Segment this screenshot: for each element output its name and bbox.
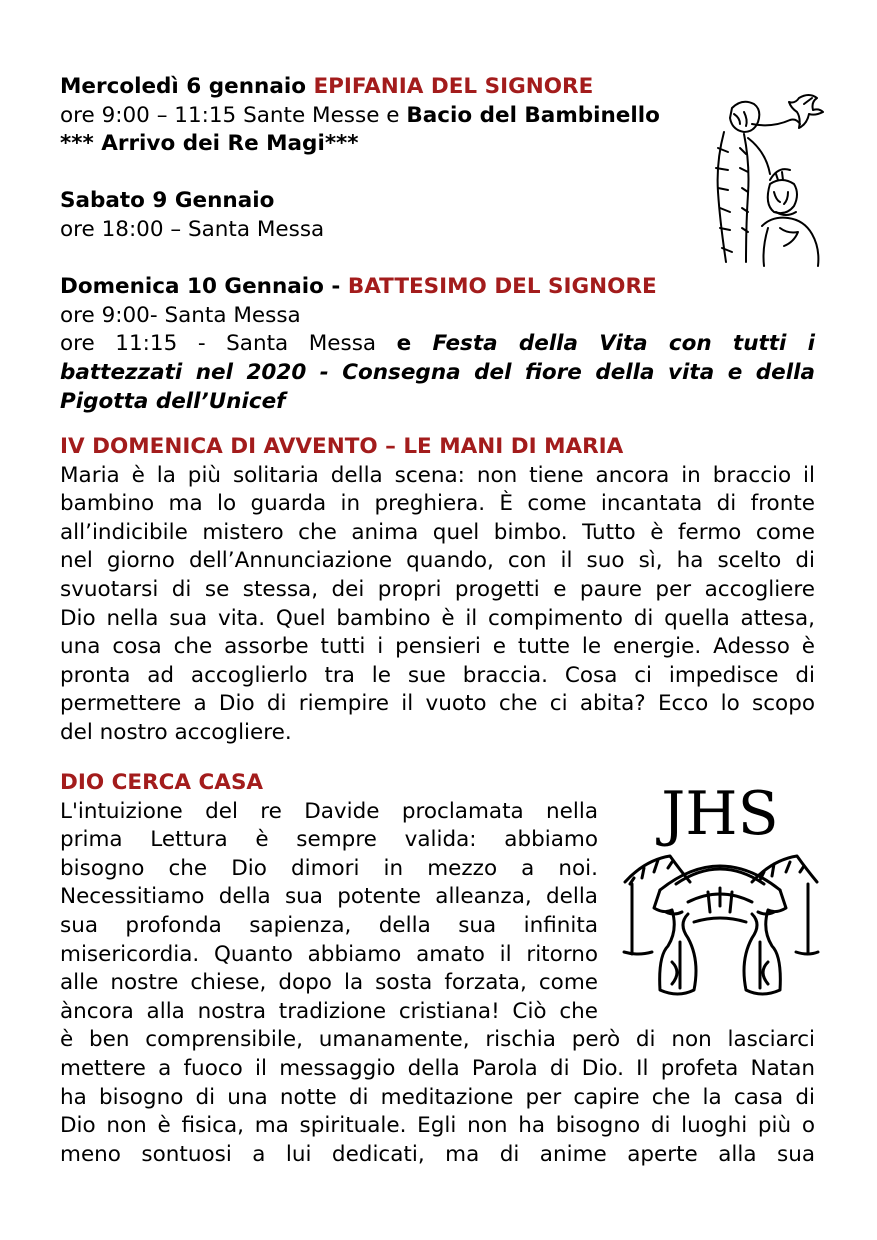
advent-line: all’indicibile mistero che anima quel bimbo. Tutto è fermo come <box>60 519 815 545</box>
event-baptism-time-2 <box>60 330 815 359</box>
event-baptism-heading <box>60 273 815 302</box>
event-date: Domenica 10 Gennaio - <box>60 274 348 300</box>
advent-line: bambino ma lo guarda in preghiera. È come incantata di fronte <box>60 491 815 517</box>
body-line: è ben comprensibile, umanamente, rischia però di non lasciarci <box>60 1027 815 1053</box>
body-line: ha bisogno di una notte di meditazione per capire che la casa di <box>60 1084 815 1110</box>
advent-line: Dio nella sua vita. Quel bambino è il compimento di quella attesa, <box>60 605 815 631</box>
body-line: alle nostre chiese, dopo la sosta forzata, come <box>60 970 598 996</box>
event-baptism-detail: battezzati nel 2020 - Consegna del fiore della vita e della <box>60 359 815 385</box>
event-date: Mercoledì 6 gennaio <box>60 74 314 99</box>
baptism-illustration <box>704 88 829 268</box>
advent-line: del nostro accogliere. <box>60 719 292 745</box>
event-saturday-times: ore 18:00 – Santa Messa <box>60 216 325 242</box>
event-epiphany-heading <box>60 73 815 102</box>
conjunction: e <box>396 331 412 357</box>
body-line: sua profonda sapienza, della sua infinita <box>60 912 598 938</box>
advent-line: una cosa che assorbe tutti i pensieri e tutte le energie. Adesso è <box>60 634 815 660</box>
advent-line: svuotarsi di se stessa, dei propri progetti e paure per accogliere <box>60 576 815 602</box>
jhs-tent-illustration <box>620 772 820 997</box>
event-title: BATTESIMO DEL SIGNORE <box>347 274 657 300</box>
event-epiphany-times <box>60 102 815 131</box>
body-line: misericordia. Quanto abbiamo amato il ritorno <box>60 941 598 967</box>
body-line: prima Lettura è sempre valida: abbiamo <box>60 827 598 853</box>
advent-line: Maria è la più solitaria della scena: non tiene ancora in braccio il <box>60 462 815 488</box>
event-times: ore 9:00 – 11:15 Sante Messe e <box>60 102 407 128</box>
body-line: Necessitiamo della sua potente alleanza, della <box>60 884 598 910</box>
event-baptism-detail-end: Pigotta dell’Unicef <box>60 388 286 414</box>
section-title: DIO CERCA CASA <box>60 770 264 795</box>
schedule-section <box>60 73 815 416</box>
body-line: àncora alla nostra tradizione cristiana! Ciò che <box>60 998 598 1024</box>
advent-line: nel giorno dell’Annunciazione quando, con il suo sì, ha scelto di <box>60 548 815 574</box>
advent-section <box>60 433 815 748</box>
body-line: meno sontuosi a lui dedicati, ma di anime aperte alla sua <box>60 1141 815 1167</box>
body-line: Dio non è fisica, ma spirituale. Egli non ha bisogno di luoghi più o <box>60 1113 815 1139</box>
body-line: mettere a fuoco il messaggio della Parola di Dio. Il profeta Natan <box>60 1055 815 1081</box>
jhs-monogram: JHS <box>661 779 779 849</box>
event-highlight: Bacio del Bambinello <box>406 102 660 128</box>
advent-line: permettere a Dio di riempire il vuoto che ci abita? Ecco lo scopo <box>60 691 815 717</box>
body-line: bisogno che Dio dimori in mezzo a noi. <box>60 855 598 881</box>
body-line: L'intuizione del re Davide proclamata nella <box>60 798 598 824</box>
event-saturday-heading: Sabato 9 Gennaio <box>60 188 275 214</box>
narrow-column <box>60 798 598 1027</box>
advent-title: IV DOMENICA DI AVVENTO – LE MANI DI MARIA <box>60 434 624 459</box>
event-highlight: Festa della Vita con tutti i <box>411 331 816 357</box>
event-times: ore 11:15 - Santa Messa <box>60 331 397 357</box>
event-magi-arrival: *** Arrivo dei Re Magi*** <box>60 131 359 157</box>
advent-line: pronta ad accoglierlo tra le sue braccia. Cosa ci impedisce di <box>60 662 815 688</box>
event-title: EPIFANIA DEL SIGNORE <box>313 74 594 99</box>
event-baptism-time-1: ore 9:00- Santa Messa <box>60 302 301 328</box>
